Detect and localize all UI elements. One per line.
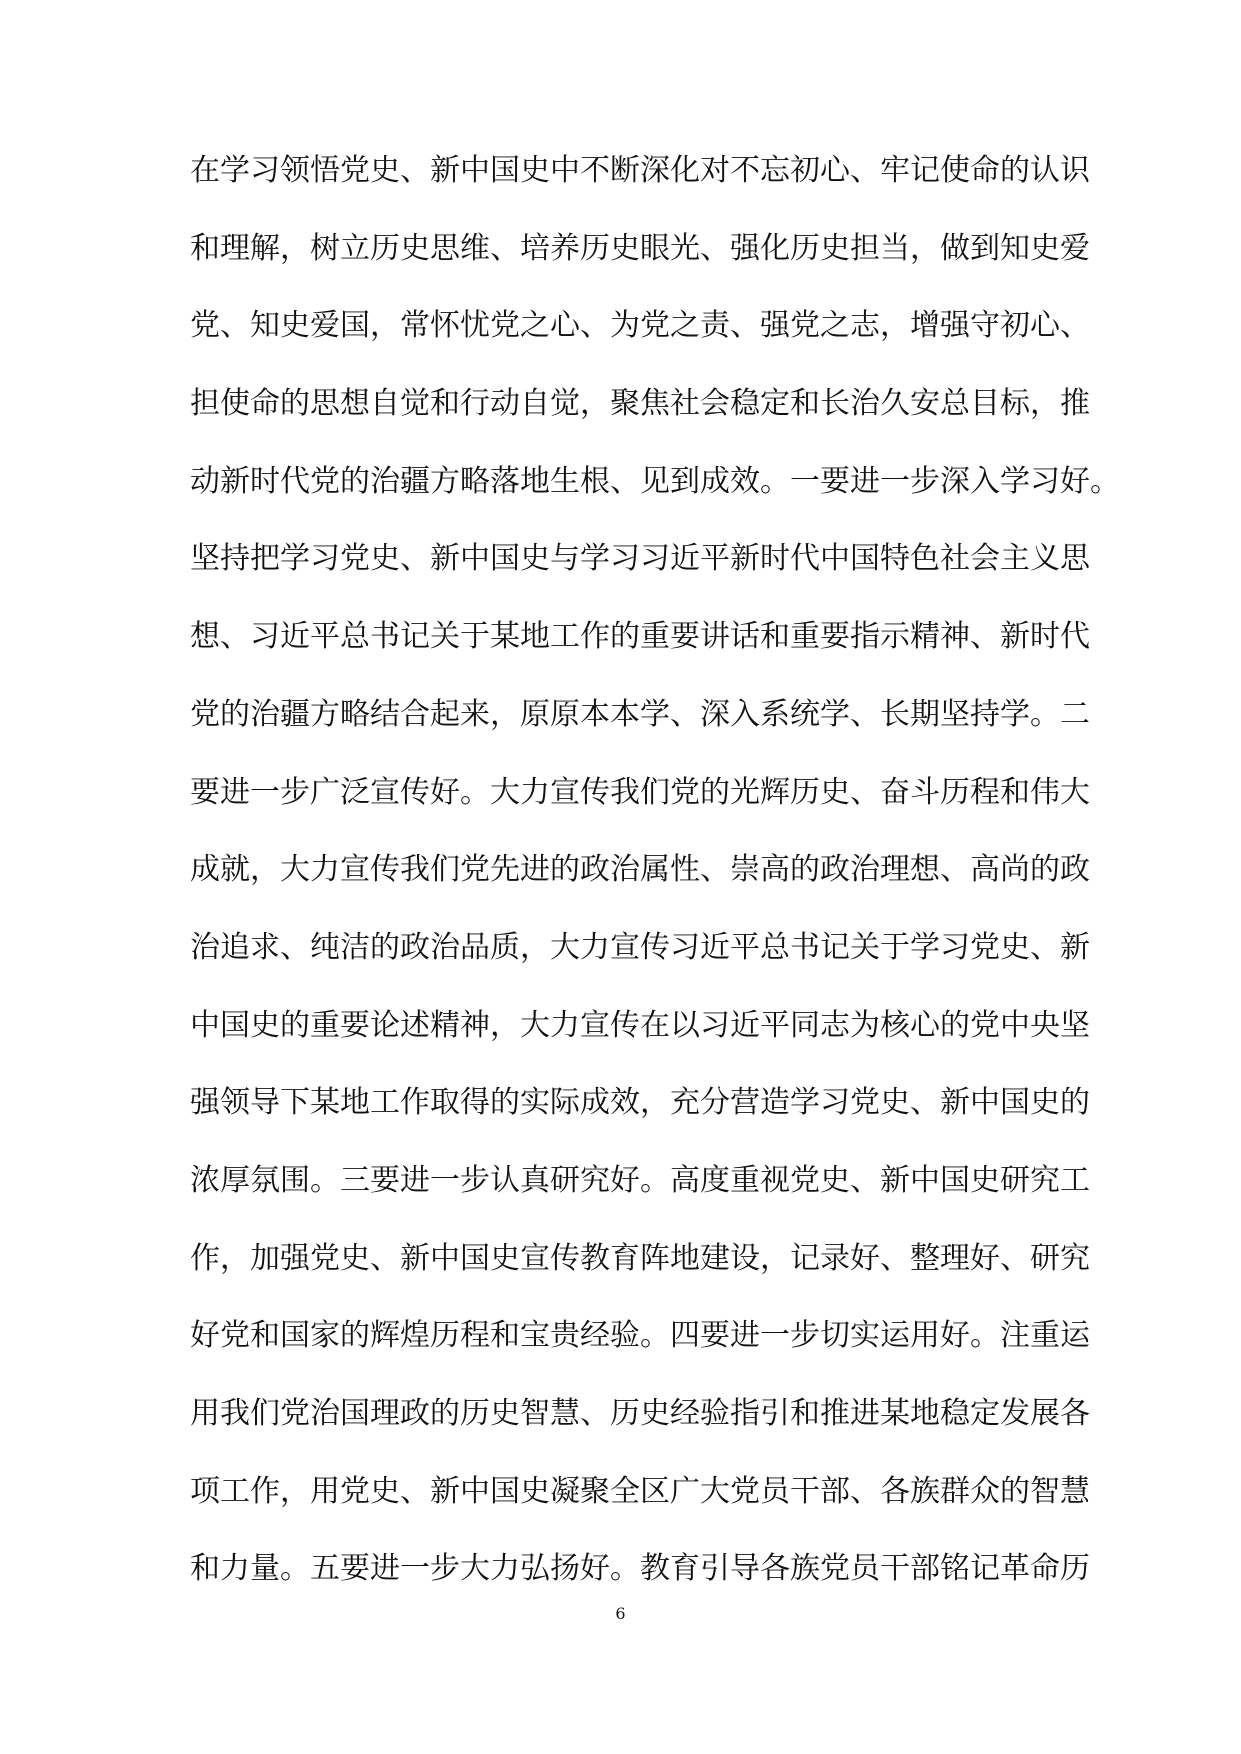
text-line: 和理解，树立历史思维、培养历史眼光、强化历史担当，做到知史爱 [190,230,1090,266]
body-paragraph [190,138,1120,1614]
text-line: 党的治疆方略结合起来，原原本本学、深入系统学、长期坚持学。二 [190,696,1090,732]
page-number: 6 [615,1604,626,1623]
text-line: 强领导下某地工作取得的实际成效，充分营造学习党史、新中国史的 [190,1085,1090,1121]
text-line: 成就，大力宣传我们党先进的政治属性、崇高的政治理想、高尚的政 [190,852,1090,888]
text-line: 坚持把学习党史、新中国史与学习习近平新时代中国特色社会主义思 [190,541,1090,577]
text-line: 在学习领悟党史、新中国史中不断深化对不忘初心、牢记使命的认识 [190,153,1090,188]
text-line: 担使命的思想自觉和行动自觉，聚焦社会稳定和长治久安总目标，推 [190,386,1090,422]
text-line: 动新时代党的治疆方略落地生根、见到成效。一要进一步深入学习好。 [190,463,1120,499]
text-line: 浓厚氛围。三要进一步认真研究好。高度重视党史、新中国史研究工 [190,1162,1090,1198]
text-line: 治追求、纯洁的政治品质，大力宣传习近平总书记关于学习党史、新 [190,929,1090,965]
text-line: 用我们党治国理政的历史智慧、历史经验指引和推进某地稳定发展各 [190,1396,1090,1431]
text-line: 好党和国家的辉煌历程和宝贵经验。四要进一步切实运用好。注重运 [190,1318,1090,1354]
text-line: 党、知史爱国，常怀忧党之心、为党之责、强党之志，增强守初心、 [190,308,1090,344]
text-line: 项工作，用党史、新中国史凝聚全区广大党员干部、各族群众的智慧 [190,1473,1090,1509]
text-line: 想、习近平总书记关于某地工作的重要讲话和重要指示精神、新时代 [190,619,1090,655]
text-line: 要进一步广泛宣传好。大力宣传我们党的光辉历史、奋斗历程和伟大 [190,774,1090,810]
text-line: 作，加强党史、新中国史宣传教育阵地建设，记录好、整理好、研究 [190,1240,1090,1276]
text-line: 中国史的重要论述精神，大力宣传在以习近平同志为核心的党中央坚 [190,1007,1090,1043]
text-line: 和力量。五要进一步大力弘扬好。教育引导各族党员干部铭记革命历 [190,1551,1090,1587]
